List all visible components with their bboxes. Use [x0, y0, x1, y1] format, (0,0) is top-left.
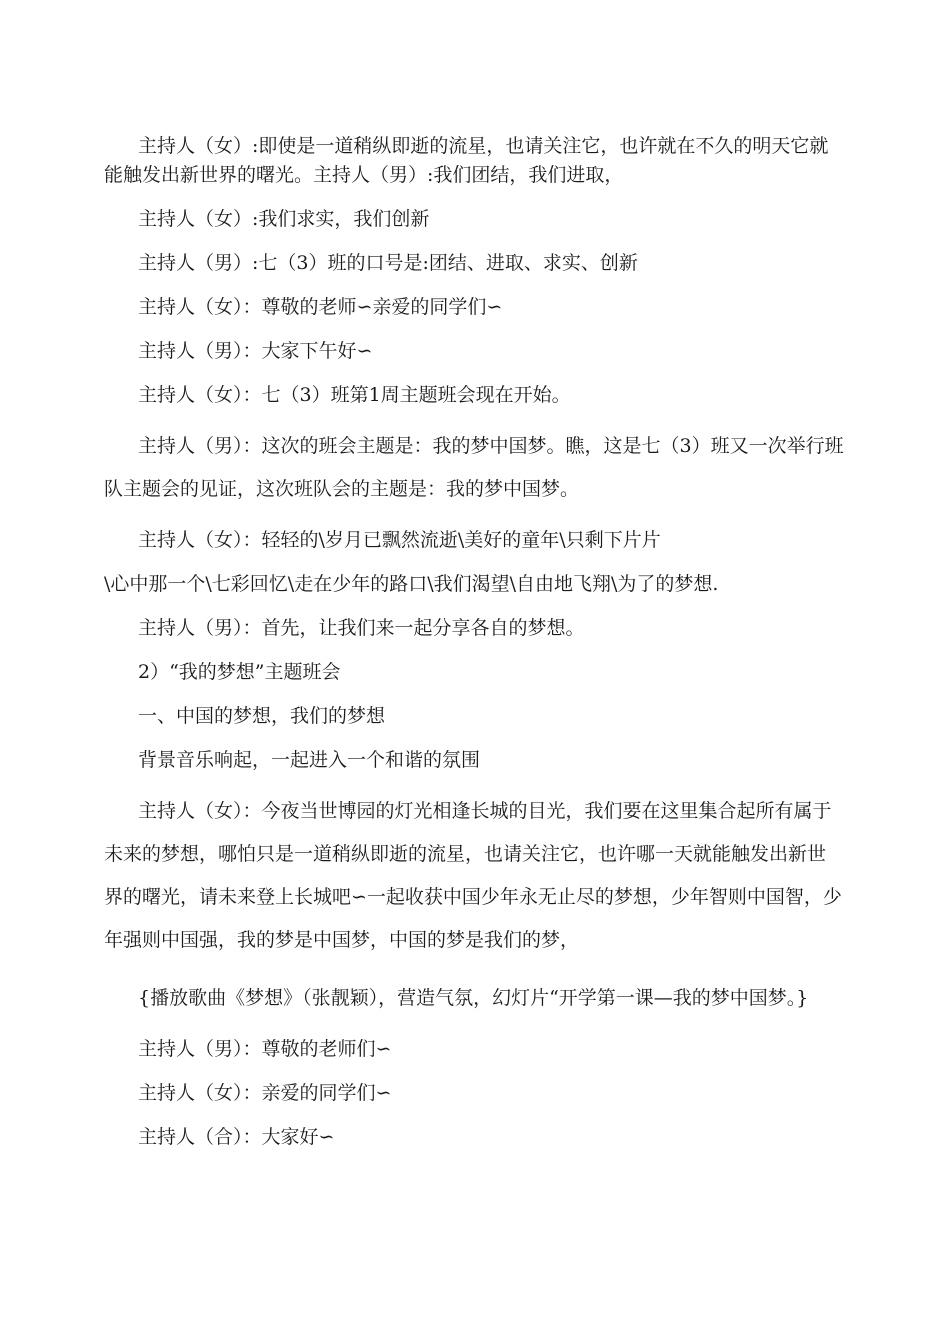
paragraph-18: 主持人（合）：大家好∽: [138, 1126, 335, 1148]
paragraph-2: 主持人（女）:我们求实，我们创新: [138, 208, 430, 230]
paragraph-7: 主持人（男）：这次的班会主题是：我的梦中国梦。瞧，这是七（3）班又一次举行班队主题会的见证，这次班队会的主题是：我的梦中国梦。: [104, 435, 844, 500]
paragraph-13: 背景音乐响起，一起进入一个和谐的氛围: [138, 749, 481, 771]
paragraph-5: 主持人（男）：大家下午好∽: [138, 340, 373, 362]
paragraph-1: 主持人（女）:即使是一道稍纵即逝的流星，也请关注它，也许就在不久的明天它就能触发出新世界的曙光。主持人（男）:我们团结，我们进取，: [104, 135, 829, 186]
paragraph-4: 主持人（女）：尊敬的老师∽亲爱的同学们∽: [138, 296, 503, 318]
paragraph-8: 主持人（女）：轻轻的\岁月已飘然流逝\美好的童年\只剩下片片: [138, 529, 661, 551]
paragraph-14: 主持人（女）：今夜当世博园的灯光相逢长城的目光，我们要在这里集合起所有属于未来的梦想，哪怕只是一道稍纵即逝的流星，也请关注它，也许哪一天就能触发出新世界的曙光，请未来登上长城吧∽一起收获中国少年永无止尽的梦想，少年智则中国智，少年强则中国强，我的梦是中国梦，中国的梦是我们的梦，: [104, 800, 842, 951]
paragraph-10: 主持人（男）：首先，让我们来一起分享各自的梦想。: [138, 617, 585, 639]
paragraph-9: \心中那一个\七彩回忆\走在少年的路口\我们渴望\自由地飞翔\为了的梦想.: [104, 573, 719, 595]
paragraph-16: 主持人（男）：尊敬的老师们∽: [138, 1038, 392, 1060]
paragraph-6: 主持人（女）：七（3）班第1周主题班会现在开始。: [138, 384, 571, 406]
paragraph-3: 主持人（男）:七（3）班的口号是:团结、进取、求实、创新: [138, 252, 638, 274]
paragraph-17: 主持人（女）：亲爱的同学们∽: [138, 1082, 392, 1104]
paragraph-15: {播放歌曲《梦想》（张靓颖），营造气氛，幻灯片“开学第一课—我的梦中国梦。}: [138, 987, 809, 1009]
paragraph-11: 2）“我的梦想”主题班会: [138, 661, 341, 683]
paragraph-12: 一、中国的梦想，我们的梦想: [138, 705, 386, 727]
document-body: [104, 132, 844, 1167]
